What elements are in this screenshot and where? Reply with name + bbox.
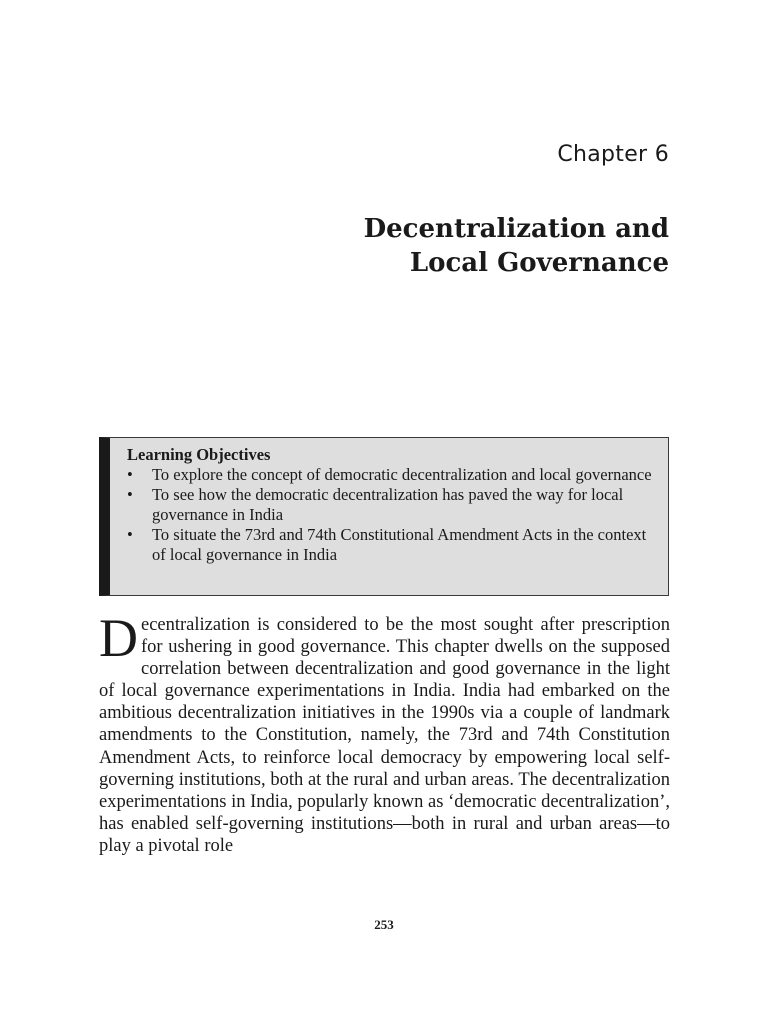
learning-objective-item <box>127 485 656 525</box>
learning-objective-text: To see how the democratic decentralization has paved the way for local governance in India <box>152 485 624 524</box>
learning-objective-item <box>127 525 656 565</box>
body-paragraph-text: ecentralization is considered to be the most sought after prescription for ushering in good governance. This chapter dwells on the supposed correlation between decentralization and good governance in the light of local governance experimentations in India. India had embarked on the ambitious decentralization initiatives in the 1990s via a couple of landmark amendments to the Constitution, namely, the 73rd and 74th Constitution Amendment Acts, to reinforce local democracy by empowering local self-governing institutions, both at the rural and urban areas. The decentralization experimentations in India, popularly known as ‘democratic decentralization’, has enabled self-governing institutions—both in rural and urban areas—to play a pivotal role <box>99 615 670 856</box>
learning-objectives-heading: Learning Objectives <box>127 445 271 464</box>
bullet-icon: • <box>127 465 133 484</box>
page-number: 253 <box>374 917 394 932</box>
chapter-title <box>100 212 669 280</box>
learning-objective-text: To situate the 73rd and 74th Constitutional Amendment Acts in the context of local governance in India <box>152 525 647 564</box>
learning-objectives-box <box>99 437 669 596</box>
learning-objective-text: To explore the concept of democratic decentralization and local governance <box>152 465 652 484</box>
bullet-icon: • <box>127 525 133 544</box>
body-text <box>99 608 670 857</box>
chapter-title-line-1: Decentralization and <box>363 214 669 244</box>
drop-cap: D <box>99 608 138 668</box>
chapter-title-line-2: Local Governance <box>409 248 669 278</box>
chapter-label: Chapter 6 <box>557 142 669 167</box>
learning-objective-item <box>127 465 656 485</box>
body-paragraph <box>99 608 670 857</box>
learning-objectives-list <box>127 465 656 565</box>
bullet-icon: • <box>127 485 133 504</box>
